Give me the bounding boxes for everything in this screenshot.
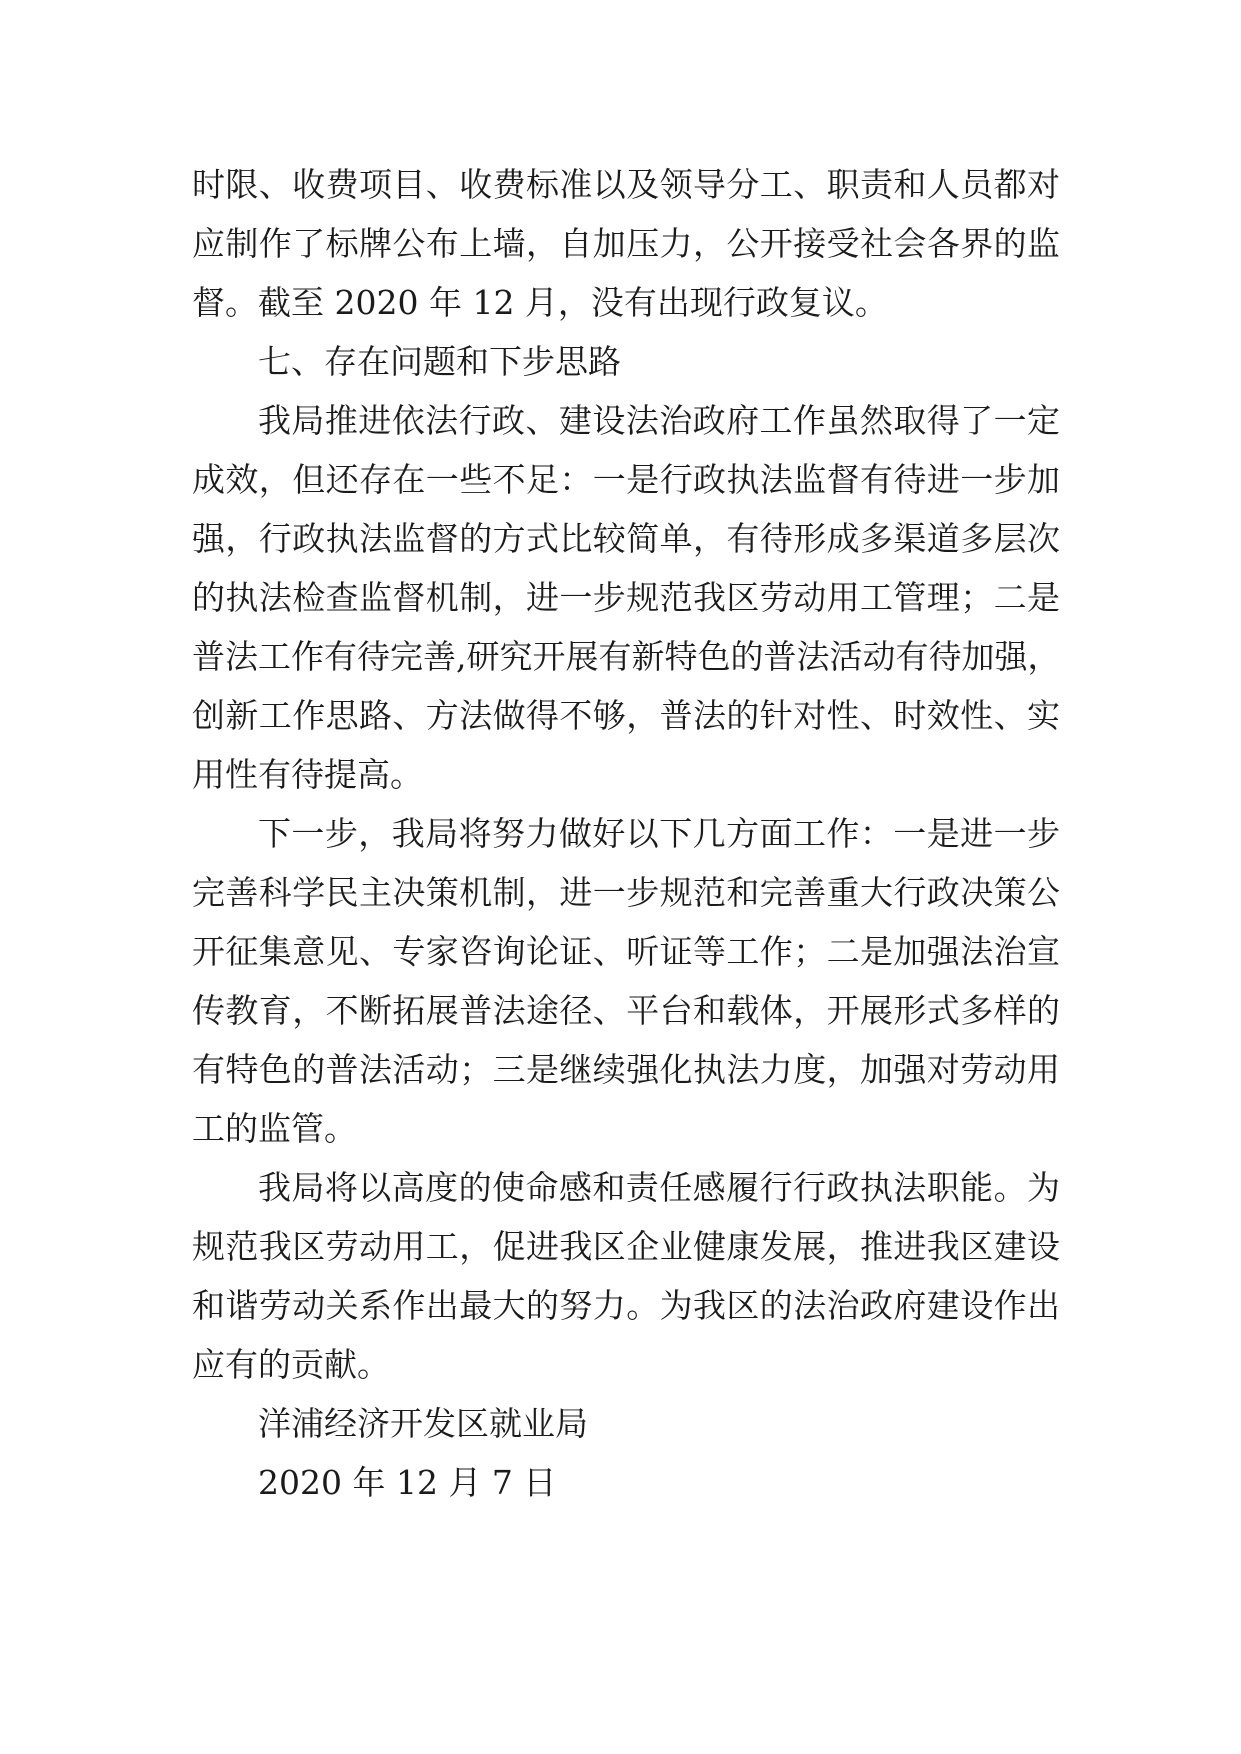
- paragraph-line: 完善科学民主决策机制，进一步规范和完善重大行政决策公: [192, 873, 1060, 912]
- paragraph-closing: [192, 1158, 1060, 1394]
- paragraph-continued: [192, 155, 1060, 332]
- paragraph-line: 用性有待提高。: [192, 755, 423, 794]
- paragraph-line: 工的监管。: [192, 1109, 357, 1148]
- paragraph-line: 有特色的普法活动；三是继续强化执法力度，加强对劳动用: [192, 1050, 1060, 1089]
- paragraph-line: 规范我区劳动用工，促进我区企业健康发展，推进我区建设: [192, 1227, 1060, 1266]
- paragraph-line: 时限、收费项目、收费标准以及领导分工、职责和人员都对: [192, 165, 1060, 204]
- paragraph-line: 开征集意见、专家咨询论证、听证等工作；二是加强法治宣: [192, 932, 1060, 971]
- section-heading: [192, 332, 1060, 391]
- section-heading-text: 七、存在问题和下步思路: [258, 342, 621, 381]
- paragraph-line: 下一步，我局将努力做好以下几方面工作：一是进一步: [258, 814, 1060, 853]
- paragraph-line: 的执法检查监督机制，进一步规范我区劳动用工管理；二是: [192, 578, 1060, 617]
- paragraph-line: 督。截至 2020 年 12 月，没有出现行政复议。: [192, 283, 888, 322]
- paragraph-line: 强，行政执法监督的方式比较简单，有待形成多渠道多层次: [192, 519, 1060, 558]
- signature-date: 2020 年 12 月 7 日: [258, 1463, 557, 1502]
- paragraph-line: 创新工作思路、方法做得不够，普法的针对性、时效性、实: [192, 696, 1060, 735]
- paragraph-line: 我局将以高度的使命感和责任感履行行政执法职能。为: [258, 1168, 1060, 1207]
- paragraph-line: 应制作了标牌公布上墙，自加压力，公开接受社会各界的监: [192, 224, 1060, 263]
- signature-organization: 洋浦经济开发区就业局: [258, 1404, 588, 1443]
- paragraph-line: 传教育，不断拓展普法途径、平台和载体，开展形式多样的: [192, 991, 1060, 1030]
- paragraph-line: 成效，但还存在一些不足：一是行政执法监督有待进一步加: [192, 460, 1060, 499]
- signature-block: [192, 1394, 1060, 1512]
- paragraph-line: 和谐劳动关系作出最大的努力。为我区的法治政府建设作出: [192, 1286, 1060, 1325]
- paragraph-line: 应有的贡献。: [192, 1345, 390, 1384]
- paragraph-next-steps: [192, 804, 1060, 1158]
- paragraph-line: 普法工作有待完善,研究开展有新特色的普法活动有待加强，: [192, 637, 1060, 676]
- paragraph-problems: [192, 391, 1060, 804]
- document-body: [192, 155, 1060, 1512]
- paragraph-line: 我局推进依法行政、建设法治政府工作虽然取得了一定: [258, 401, 1060, 440]
